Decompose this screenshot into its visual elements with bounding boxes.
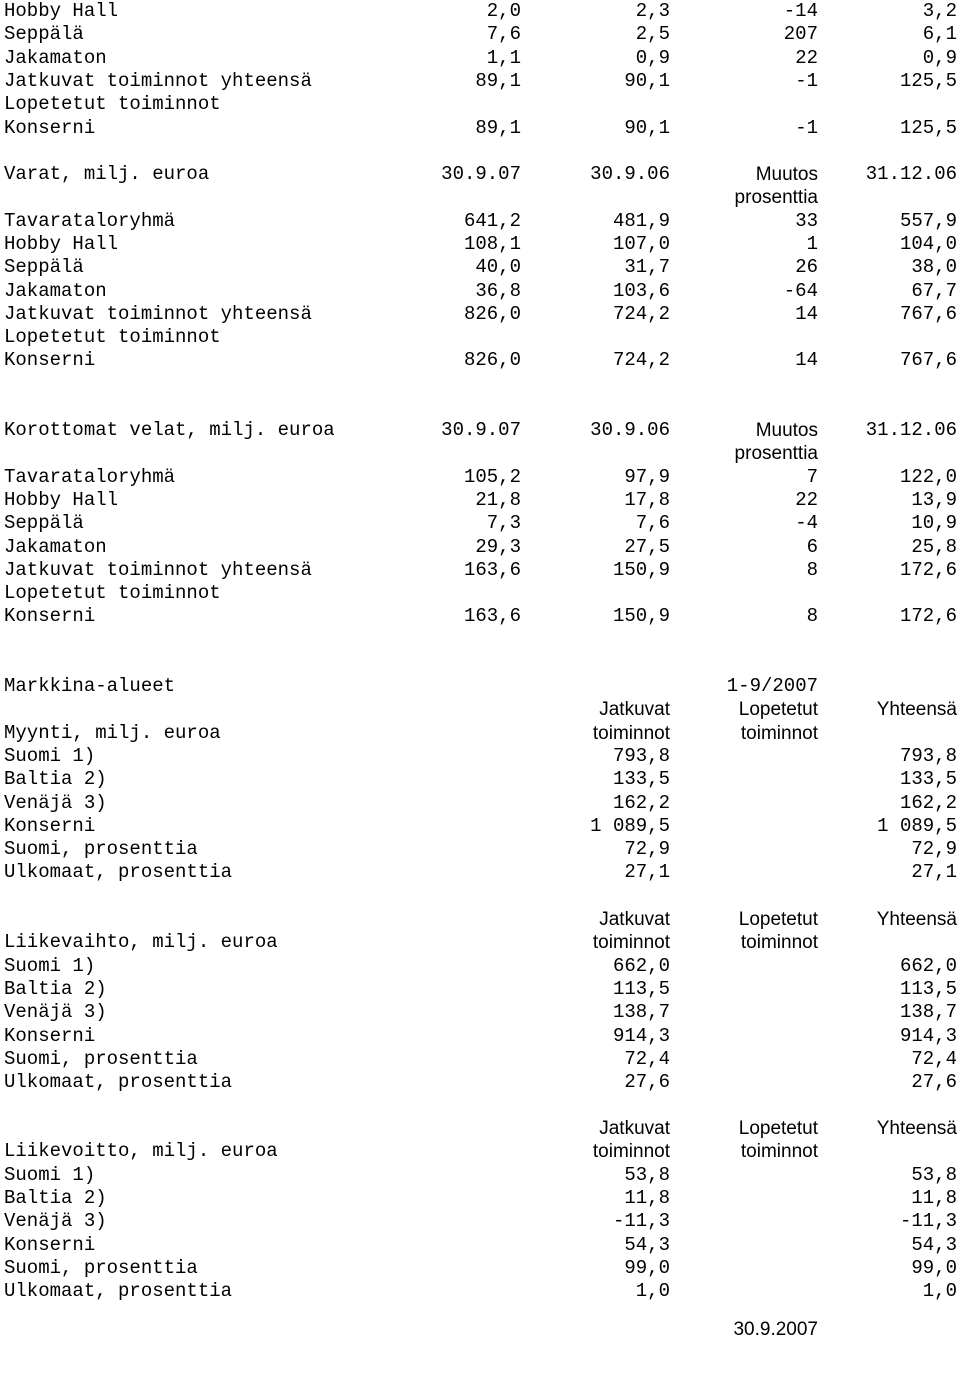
value-cell: 33 bbox=[795, 209, 818, 232]
value-cell: 767,6 bbox=[899, 302, 957, 325]
value-cell: 138,7 bbox=[612, 1001, 670, 1024]
row-label: Lopetetut toiminnot bbox=[4, 326, 221, 349]
row-label: Suomi, prosenttia bbox=[4, 1256, 198, 1279]
value-cell: 1 089,5 bbox=[590, 814, 670, 837]
table-row bbox=[0, 47, 960, 70]
value-cell: 107,0 bbox=[612, 232, 670, 255]
row-label: Lopetetut toiminnot bbox=[4, 93, 221, 116]
value-cell: 481,9 bbox=[612, 209, 670, 232]
row-label: Suomi, prosenttia bbox=[4, 838, 198, 861]
value-cell: 641,2 bbox=[463, 209, 521, 232]
column-header: 30.9.07 bbox=[441, 419, 521, 441]
value-cell: 0,9 bbox=[635, 46, 670, 69]
row-label: Jakamaton bbox=[4, 46, 107, 69]
row-label: Jatkuvat toiminnot yhteensä bbox=[4, 302, 312, 325]
row-label: Konserni bbox=[4, 1233, 96, 1256]
table-row bbox=[0, 117, 960, 140]
table-row bbox=[0, 1001, 960, 1024]
column-header: Jatkuvat bbox=[599, 1118, 670, 1139]
value-cell: 10,9 bbox=[911, 512, 957, 535]
column-header: Lopetetut bbox=[738, 1118, 818, 1139]
table-header-row bbox=[0, 442, 960, 465]
table-header-row bbox=[0, 698, 960, 721]
table-row bbox=[0, 512, 960, 535]
section-title: Markkina-alueet bbox=[4, 675, 176, 697]
value-cell: 133,5 bbox=[612, 768, 670, 791]
value-cell: 150,9 bbox=[612, 605, 670, 628]
value-cell: 27,6 bbox=[911, 1071, 957, 1094]
value-cell: 826,0 bbox=[463, 349, 521, 372]
table-row bbox=[0, 70, 960, 93]
column-header: 31.12.06 bbox=[865, 163, 957, 185]
value-cell: 22 bbox=[795, 46, 818, 69]
table-row bbox=[0, 326, 960, 349]
value-cell: 26 bbox=[795, 256, 818, 279]
table-row bbox=[0, 978, 960, 1001]
value-cell: 8 bbox=[806, 605, 818, 628]
table-row bbox=[0, 955, 960, 978]
value-cell: 54,3 bbox=[911, 1233, 957, 1256]
table-row bbox=[0, 1048, 960, 1071]
table-header-row bbox=[0, 931, 960, 954]
row-label: Suomi, prosenttia bbox=[4, 1047, 198, 1070]
column-subheader: toiminnot bbox=[740, 1141, 818, 1163]
column-header: Lopetetut bbox=[738, 909, 818, 930]
table-row bbox=[0, 303, 960, 326]
value-cell: 1 bbox=[806, 232, 818, 255]
row-label: Suomi 1) bbox=[4, 744, 96, 767]
value-cell: 662,0 bbox=[612, 954, 670, 977]
row-label: Konserni bbox=[4, 814, 96, 837]
row-label: Jakamaton bbox=[4, 535, 107, 558]
value-cell: 1,0 bbox=[922, 1280, 957, 1303]
table-title: Liikevaihto, milj. euroa bbox=[4, 931, 278, 954]
column-header: Muutos bbox=[755, 164, 818, 185]
value-cell: 72,9 bbox=[911, 838, 957, 861]
footer-row bbox=[0, 1318, 960, 1341]
value-cell: 105,2 bbox=[463, 465, 521, 488]
value-cell: 793,8 bbox=[612, 744, 670, 767]
table-header-row bbox=[0, 419, 960, 442]
value-cell: 54,3 bbox=[624, 1233, 670, 1256]
column-header: 30.9.06 bbox=[590, 163, 670, 185]
row-label: Hobby Hall bbox=[4, 488, 119, 511]
row-label: Seppälä bbox=[4, 256, 84, 279]
value-cell: 27,6 bbox=[624, 1071, 670, 1094]
value-cell: 2,3 bbox=[635, 0, 670, 22]
column-header: Muutos bbox=[755, 420, 818, 441]
value-cell: 72,4 bbox=[911, 1047, 957, 1070]
column-subheader: toiminnot bbox=[592, 932, 670, 954]
value-cell: 125,5 bbox=[899, 69, 957, 92]
row-label: Seppälä bbox=[4, 23, 84, 46]
value-cell: 14 bbox=[795, 349, 818, 372]
table-row bbox=[0, 1257, 960, 1280]
table-header-row bbox=[0, 908, 960, 931]
value-cell: 27,5 bbox=[624, 535, 670, 558]
table-row bbox=[0, 792, 960, 815]
value-cell: 97,9 bbox=[624, 465, 670, 488]
value-cell: 7,6 bbox=[635, 512, 670, 535]
value-cell: -1 bbox=[795, 116, 818, 139]
value-cell: 1,0 bbox=[635, 1280, 670, 1303]
table-title: Varat, milj. euroa bbox=[4, 163, 210, 185]
table-row bbox=[0, 23, 960, 46]
value-cell: 7 bbox=[806, 465, 818, 488]
table-row bbox=[0, 93, 960, 116]
row-label: Konserni bbox=[4, 605, 96, 628]
footer-date: 30.9.2007 bbox=[733, 1319, 818, 1340]
value-cell: 40,0 bbox=[475, 256, 521, 279]
table-row bbox=[0, 582, 960, 605]
value-cell: 138,7 bbox=[899, 1001, 957, 1024]
table-row bbox=[0, 1071, 960, 1094]
value-cell: 25,8 bbox=[911, 535, 957, 558]
table-row bbox=[0, 605, 960, 628]
value-cell: 108,1 bbox=[463, 232, 521, 255]
value-cell: 163,6 bbox=[463, 605, 521, 628]
row-label: Tavarataloryhmä bbox=[4, 209, 176, 232]
value-cell: 914,3 bbox=[899, 1024, 957, 1047]
row-label: Ulkomaat, prosenttia bbox=[4, 1071, 233, 1094]
value-cell: 17,8 bbox=[624, 488, 670, 511]
value-cell: 133,5 bbox=[899, 768, 957, 791]
column-header: Yhteensä bbox=[876, 699, 957, 721]
value-cell: 53,8 bbox=[624, 1163, 670, 1186]
value-cell: 724,2 bbox=[612, 349, 670, 372]
row-label: Seppälä bbox=[4, 512, 84, 535]
row-label: Suomi 1) bbox=[4, 954, 96, 977]
row-label: Konserni bbox=[4, 116, 96, 139]
value-cell: 767,6 bbox=[899, 349, 957, 372]
value-cell: 172,6 bbox=[899, 558, 957, 581]
table-header-row bbox=[0, 722, 960, 745]
value-cell: 36,8 bbox=[475, 279, 521, 302]
table-row bbox=[0, 489, 960, 512]
value-cell: 38,0 bbox=[911, 256, 957, 279]
column-header: Yhteensä bbox=[876, 909, 957, 930]
value-cell: 122,0 bbox=[899, 465, 957, 488]
value-cell: 914,3 bbox=[612, 1024, 670, 1047]
value-cell: 13,9 bbox=[911, 488, 957, 511]
column-header: Jatkuvat bbox=[599, 699, 670, 721]
value-cell: 162,2 bbox=[612, 791, 670, 814]
row-label: Baltia 2) bbox=[4, 1186, 107, 1209]
value-cell: 89,1 bbox=[475, 69, 521, 92]
column-header: 31.12.06 bbox=[865, 419, 957, 441]
value-cell: -11,3 bbox=[899, 1210, 957, 1233]
row-label: Hobby Hall bbox=[4, 0, 119, 22]
column-header: Lopetetut bbox=[738, 699, 818, 721]
value-cell: -14 bbox=[783, 0, 818, 22]
value-cell: 113,5 bbox=[899, 977, 957, 1000]
table-row bbox=[0, 815, 960, 838]
row-label: Konserni bbox=[4, 1024, 96, 1047]
value-cell: 826,0 bbox=[463, 302, 521, 325]
row-label: Jakamaton bbox=[4, 279, 107, 302]
value-cell: 29,3 bbox=[475, 535, 521, 558]
row-label: Suomi 1) bbox=[4, 1163, 96, 1186]
value-cell: 8 bbox=[806, 558, 818, 581]
table-row bbox=[0, 0, 960, 23]
value-cell: 172,6 bbox=[899, 605, 957, 628]
row-label: Lopetetut toiminnot bbox=[4, 582, 221, 605]
table-row bbox=[0, 768, 960, 791]
value-cell: 163,6 bbox=[463, 558, 521, 581]
column-subheader: toiminnot bbox=[592, 1141, 670, 1163]
value-cell: 99,0 bbox=[624, 1256, 670, 1279]
value-cell: -64 bbox=[783, 279, 818, 302]
value-cell: 207 bbox=[783, 23, 818, 46]
column-header: 30.9.07 bbox=[441, 163, 521, 185]
value-cell: 7,3 bbox=[486, 512, 521, 535]
value-cell: 67,7 bbox=[911, 279, 957, 302]
value-cell: 21,8 bbox=[475, 488, 521, 511]
table-row bbox=[0, 1187, 960, 1210]
value-cell: 2,0 bbox=[486, 0, 521, 22]
table-row bbox=[0, 233, 960, 256]
row-label: Baltia 2) bbox=[4, 977, 107, 1000]
table-row bbox=[0, 256, 960, 279]
column-subheader: toiminnot bbox=[740, 722, 818, 744]
table-row bbox=[0, 280, 960, 303]
row-label: Konserni bbox=[4, 349, 96, 372]
value-cell: 90,1 bbox=[624, 69, 670, 92]
period-label: 1-9/2007 bbox=[726, 675, 818, 697]
value-cell: 1,1 bbox=[486, 46, 521, 69]
table-row bbox=[0, 1025, 960, 1048]
value-cell: 7,6 bbox=[486, 23, 521, 46]
table-title: Liikevoitto, milj. euroa bbox=[4, 1140, 278, 1163]
table-row bbox=[0, 1234, 960, 1257]
table-row bbox=[0, 861, 960, 884]
table-row bbox=[0, 210, 960, 233]
row-label: Tavarataloryhmä bbox=[4, 465, 176, 488]
column-header: Jatkuvat bbox=[599, 909, 670, 930]
row-label: Jatkuvat toiminnot yhteensä bbox=[4, 69, 312, 92]
table-title: Myynti, milj. euroa bbox=[4, 721, 221, 744]
value-cell: 27,1 bbox=[911, 861, 957, 884]
value-cell: 53,8 bbox=[911, 1163, 957, 1186]
value-cell: 89,1 bbox=[475, 116, 521, 139]
value-cell: 11,8 bbox=[911, 1186, 957, 1209]
table-row bbox=[0, 1164, 960, 1187]
value-cell: 11,8 bbox=[624, 1186, 670, 1209]
column-subheader: prosenttia bbox=[734, 443, 818, 465]
column-subheader: toiminnot bbox=[740, 932, 818, 954]
row-label: Venäjä 3) bbox=[4, 1001, 107, 1024]
column-header: Yhteensä bbox=[876, 1118, 957, 1139]
value-cell: -1 bbox=[795, 69, 818, 92]
value-cell: 724,2 bbox=[612, 302, 670, 325]
value-cell: 2,5 bbox=[635, 23, 670, 46]
value-cell: 3,2 bbox=[922, 0, 957, 22]
table-row bbox=[0, 349, 960, 372]
value-cell: 662,0 bbox=[899, 954, 957, 977]
value-cell: 99,0 bbox=[911, 1256, 957, 1279]
column-subheader: toiminnot bbox=[592, 722, 670, 744]
table-header-row bbox=[0, 163, 960, 186]
value-cell: 557,9 bbox=[899, 209, 957, 232]
value-cell: 125,5 bbox=[899, 116, 957, 139]
value-cell: 162,2 bbox=[899, 791, 957, 814]
value-cell: 90,1 bbox=[624, 116, 670, 139]
row-label: Venäjä 3) bbox=[4, 791, 107, 814]
table-row bbox=[0, 1280, 960, 1303]
table-row bbox=[0, 559, 960, 582]
row-label: Hobby Hall bbox=[4, 232, 119, 255]
value-cell: 0,9 bbox=[922, 46, 957, 69]
table-row bbox=[0, 745, 960, 768]
value-cell: 72,9 bbox=[624, 838, 670, 861]
row-label: Venäjä 3) bbox=[4, 1210, 107, 1233]
value-cell: 104,0 bbox=[899, 232, 957, 255]
table-row bbox=[0, 1210, 960, 1233]
table-title: Korottomat velat, milj. euroa bbox=[4, 419, 335, 441]
row-label: Jatkuvat toiminnot yhteensä bbox=[4, 558, 312, 581]
value-cell: -4 bbox=[795, 512, 818, 535]
row-label: Ulkomaat, prosenttia bbox=[4, 1280, 233, 1303]
value-cell: 31,7 bbox=[624, 256, 670, 279]
table-header-row bbox=[0, 1117, 960, 1140]
value-cell: 103,6 bbox=[612, 279, 670, 302]
column-header: 30.9.06 bbox=[590, 419, 670, 441]
column-subheader: prosenttia bbox=[734, 187, 818, 209]
table-row bbox=[0, 466, 960, 489]
row-label: Baltia 2) bbox=[4, 768, 107, 791]
value-cell: 27,1 bbox=[624, 861, 670, 884]
value-cell: 793,8 bbox=[899, 744, 957, 767]
value-cell: 72,4 bbox=[624, 1047, 670, 1070]
value-cell: 150,9 bbox=[612, 558, 670, 581]
value-cell: 6,1 bbox=[922, 23, 957, 46]
value-cell: -11,3 bbox=[612, 1210, 670, 1233]
value-cell: 1 089,5 bbox=[877, 814, 957, 837]
value-cell: 6 bbox=[806, 535, 818, 558]
table-row bbox=[0, 838, 960, 861]
table-row bbox=[0, 536, 960, 559]
row-label: Ulkomaat, prosenttia bbox=[4, 861, 233, 884]
value-cell: 113,5 bbox=[612, 977, 670, 1000]
value-cell: 22 bbox=[795, 488, 818, 511]
table-header-row bbox=[0, 1140, 960, 1163]
value-cell: 14 bbox=[795, 302, 818, 325]
table-header-row bbox=[0, 186, 960, 209]
section-title-row bbox=[0, 675, 960, 698]
